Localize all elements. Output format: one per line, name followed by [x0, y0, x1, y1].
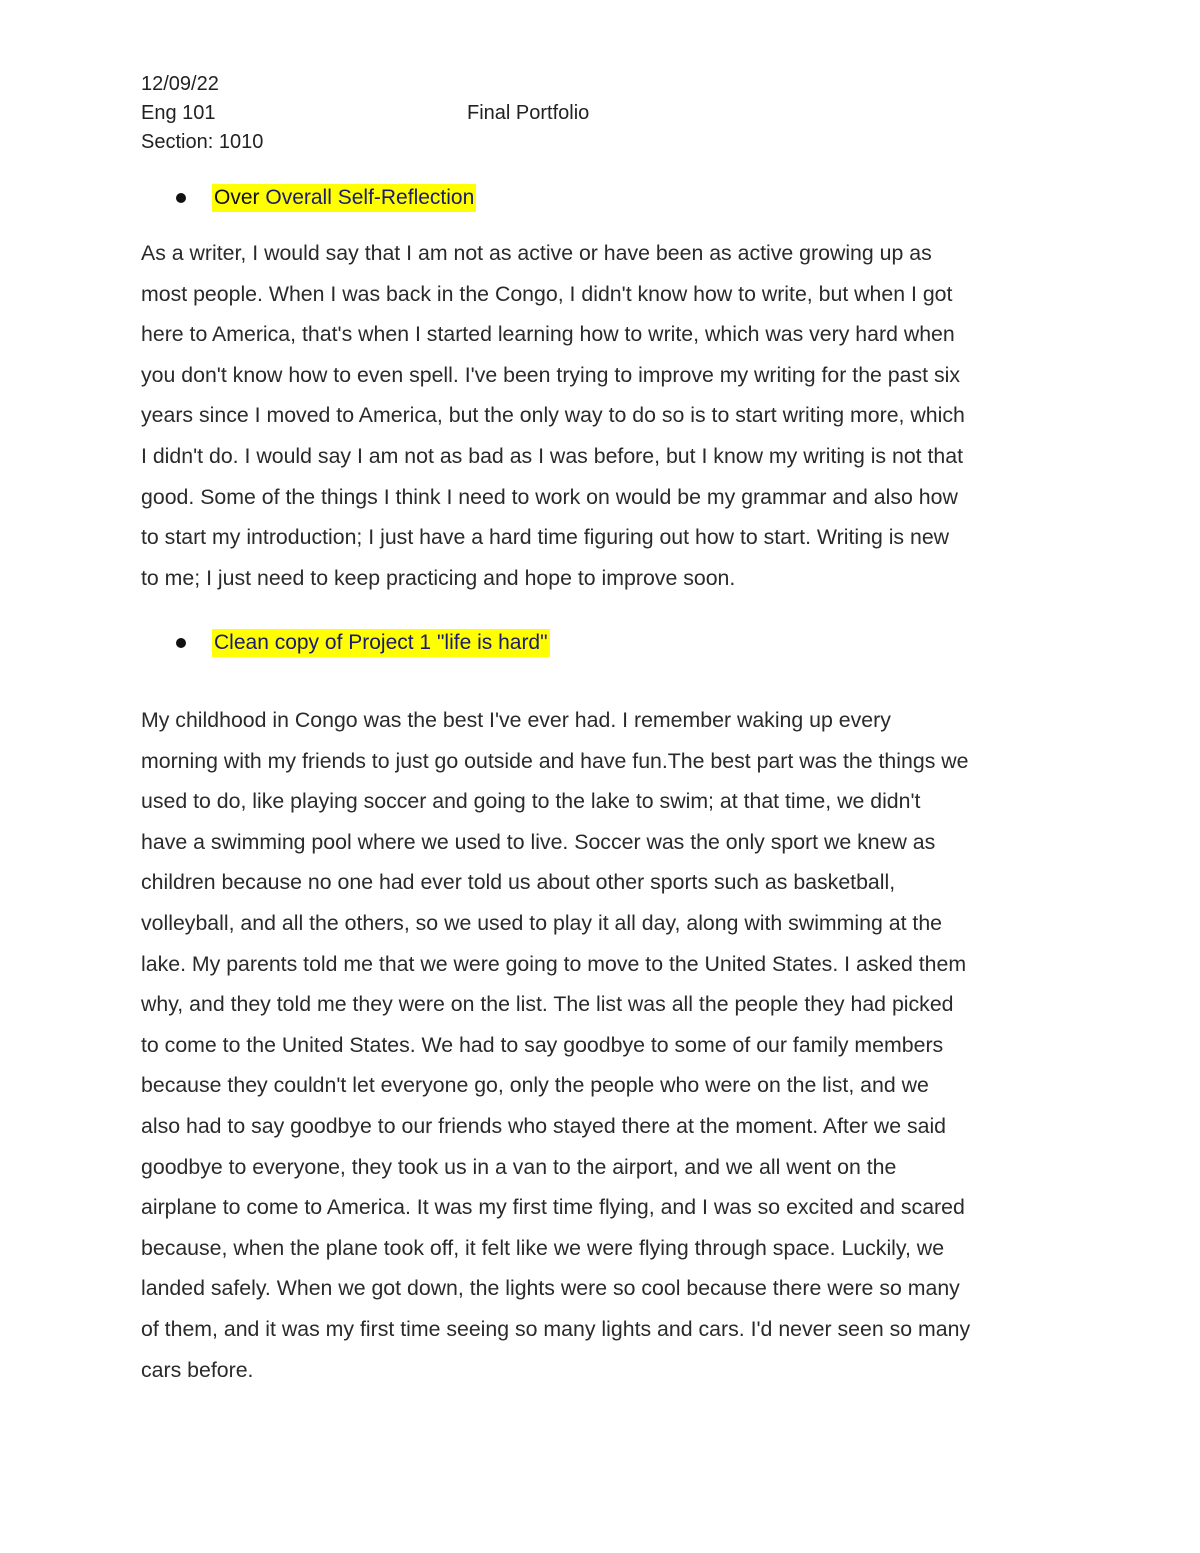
- heading-label: Clean copy of Project 1 "life is hard": [214, 631, 548, 654]
- project-1-heading: [212, 629, 550, 657]
- paragraph-line: to start my introduction; I just have a hard time figuring out how to start. Writing is new: [141, 525, 950, 550]
- paragraph-line: of them, and it was my first time seeing so many lights and cars. I'd never seen so many: [141, 1316, 971, 1341]
- paragraph-line: here to America, that's when I started learning how to write, which was very hard when: [141, 322, 955, 347]
- paragraph-line: cars before.: [141, 1357, 254, 1382]
- header-section: Section: 1010: [141, 131, 264, 153]
- self-reflection-heading: [212, 184, 476, 212]
- self-reflection-paragraph: [141, 233, 1071, 598]
- paragraph-line: have a swimming pool where we used to live. Soccer was the only sport we knew as: [141, 829, 936, 854]
- paragraph-line: As a writer, I would say that I am not as active or have been as active growing up as: [141, 241, 932, 265]
- bullet-dot-icon: [176, 638, 186, 648]
- paragraph-line: morning with my friends to just go outside and have fun.The best part was the things we: [141, 748, 969, 773]
- project-1-paragraph: [141, 700, 1071, 1390]
- paragraph-line: to me; I just need to keep practicing and hope to improve soon.: [141, 565, 736, 590]
- bullet-self-reflection: [176, 184, 476, 212]
- header-section-line: [141, 128, 263, 157]
- paragraph-line: years since I moved to America, but the only way to do so is to start writing more, which: [141, 403, 965, 428]
- bullet-dot-icon: [176, 193, 186, 203]
- paragraph-line: also had to say goodbye to our friends who stayed there at the moment. After we said: [141, 1113, 947, 1138]
- paragraph-line: good. Some of the things I think I need to work on would be my grammar and also how: [141, 484, 958, 509]
- header-date-line: [141, 70, 263, 99]
- paragraph-line: to come to the United States. We had to say goodbye to some of our family members: [141, 1032, 944, 1057]
- paragraph-line: landed safely. When we got down, the lights were so cool because there were so many: [141, 1276, 960, 1301]
- paragraph-line: volleyball, and all the others, so we used to play it all day, along with swimming at the: [141, 910, 943, 935]
- paragraph-line: goodbye to everyone, they took us in a van to the airport, and we all went on the: [141, 1154, 897, 1179]
- document-header: [141, 70, 590, 157]
- paragraph-line: used to do, like playing soccer and going to the lake to swim; at that time, we didn't: [141, 789, 921, 814]
- heading-prefix: Over: [214, 186, 260, 209]
- header-course-line: [141, 99, 590, 128]
- header-course: Eng 101: [141, 102, 216, 124]
- paragraph-line: My childhood in Congo was the best I've ever had. I remember waking up every: [141, 708, 891, 732]
- paragraph-line: because they couldn't let everyone go, only the people who were on the list, and we: [141, 1073, 929, 1098]
- paragraph-line: you don't know how to even spell. I've been trying to improve my writing for the past six: [141, 362, 960, 387]
- paragraph-line: most people. When I was back in the Congo, I didn't know how to write, but when I got: [141, 281, 953, 306]
- header-title: Final Portfolio: [467, 102, 590, 124]
- bullet-project-1: [176, 629, 550, 657]
- paragraph-line: airplane to come to America. It was my first time flying, and I was so excited and scared: [141, 1195, 965, 1220]
- paragraph-line: I didn't do. I would say I am not as bad as I was before, but I know my writing is not that: [141, 443, 964, 468]
- paragraph-line: lake. My parents told me that we were going to move to the United States. I asked them: [141, 951, 967, 976]
- paragraph-line: why, and they told me they were on the list. The list was all the people they had picked: [141, 992, 954, 1017]
- paragraph-line: children because no one had ever told us about other sports such as basketball,: [141, 870, 896, 895]
- header-date: 12/09/22: [141, 73, 219, 95]
- heading-label: Overall Self-Reflection: [265, 186, 475, 209]
- paragraph-line: because, when the plane took off, it felt like we were flying through space. Luckily, we: [141, 1235, 945, 1260]
